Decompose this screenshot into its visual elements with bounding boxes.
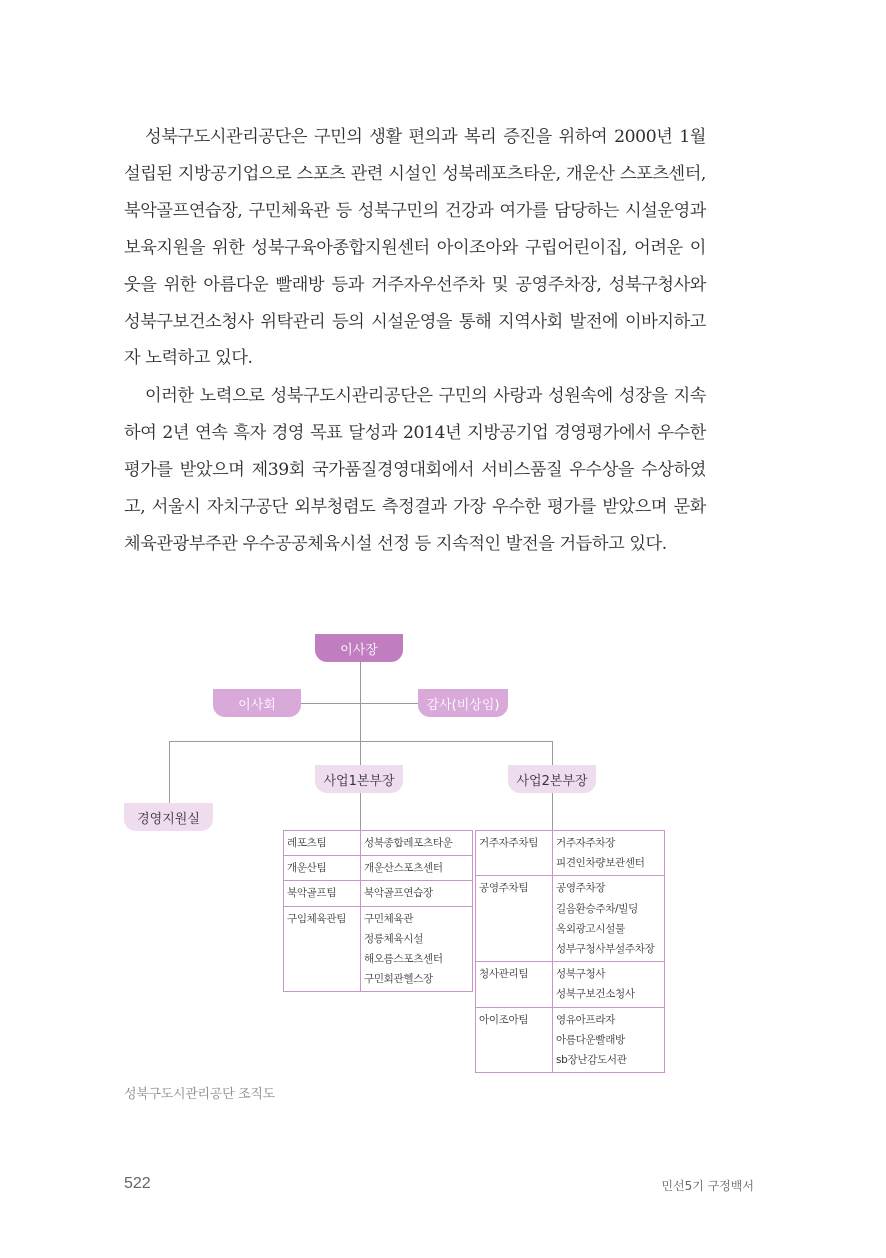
book-title: 민선5기 구정백서 [661,1179,754,1193]
facility-cell [553,962,665,1007]
division2-box: 사업2본부장 [508,765,596,793]
facility-name: 성북구청사 [556,968,606,981]
facility-name: sb장난감도서관 [556,1054,627,1067]
division1-team-table [283,830,473,992]
table-row [284,881,473,906]
team-name: 개운산팀 [284,856,361,881]
team-name: 거주자주차팀 [476,831,553,876]
table-row [476,962,665,1007]
facility-cell [553,831,665,876]
team-name: 청사관리팀 [476,962,553,1007]
connector-line [552,793,553,830]
facility-name: 구민회관헬스장 [364,973,433,986]
facility-name: 아름다운빨래방 [556,1033,625,1046]
facility-cell [361,881,473,906]
team-name: 레포츠팀 [284,831,361,856]
connector-line [169,741,170,803]
table-row [476,876,665,962]
board-box: 이사회 [213,689,301,717]
table-row [284,856,473,881]
management-box: 경영지원실 [124,803,213,831]
division2-team-table [475,830,665,1073]
table-row [476,1007,665,1073]
facility-cell [553,1007,665,1073]
facility-name: 성북구보건소청사 [556,988,635,1001]
connector-line [300,703,418,704]
connector-line [169,741,553,742]
facility-name: 개운산스포츠센터 [364,862,443,875]
facility-name: 성부구청사부설주차장 [556,943,655,956]
connector-line [360,662,361,741]
division1-box: 사업1본부장 [315,765,403,793]
facility-name: 거주자주차장 [556,837,616,849]
figure-caption: 성북구도시관리공단 조직도 [124,1087,275,1102]
connector-line [552,741,553,765]
facility-name: 정릉체육시설 [364,932,424,945]
body-paragraph-2: 이러한 노력으로 성북구도시관리공단은 구민의 사랑과 성원속에 성장을 지속하여 2년 연속 흑자 경영 목표 달성과 2014년 지방공기업 경영평가에서 우수한 평가를 받았으며 제39회 국가품질경영대회에서 서비스품질 우수상을 수상하였고, 서울시 자치구공단 외부청렴도 측정결과 가장 우수한 평가를 받았으며 문화체육관광부주관 우수공공체육시설 선정 등 지속적인 발전을 거듭하고 있다. [124,386,706,554]
facility-name: 옥외광고시설물 [556,922,625,935]
facility-name: 북악골프연습장 [364,887,433,900]
table-row [476,831,665,876]
facility-name: 해오름스포츠센터 [364,953,443,966]
chairman-box: 이사장 [315,634,403,662]
facility-cell [361,856,473,881]
facility-name: 성북종합레포츠타운 [364,837,453,849]
page-number: 522 [124,1175,151,1192]
facility-name: 영유아프라자 [556,1013,616,1026]
table-row [284,906,473,992]
team-name: 공영주차팀 [476,876,553,962]
facility-name: 길음환승주차/빌딩 [556,902,638,915]
facility-name: 공영주차장 [556,882,606,895]
facility-name: 피견인차량보관센터 [556,857,645,870]
team-name: 구임체육관팀 [284,906,361,992]
auditor-box: 감사(비상임) [418,689,508,717]
facility-cell [361,906,473,992]
team-name: 아이조아팀 [476,1007,553,1073]
facility-cell [553,876,665,962]
team-name: 북악골프팀 [284,881,361,906]
body-paragraph-1: 성북구도시관리공단은 구민의 생활 편의과 복리 증진을 위하여 2000년 1월 설립된 지방공기업으로 스포츠 관련 시설인 성북레포츠타운, 개운산 스포츠센터, 북악골프연습장, 구민체육관 등 성북구민의 건강과 여가를 담당하는 시설운영과 보육지원을 위한 성북구육아종합지원센터 아이조아와 구립어린이집, 어려운 이웃을 위한 아름다운 빨래방 등과 거주자우선주차 및 공영주차장, 성북구청사와 성북구보건소청사 위탁관리 등의 시설운영을 통해 지역사회 발전에 이바지하고자 노력하고 있다. [124,127,706,369]
connector-line [360,793,361,830]
facility-name: 구민체육관 [364,912,414,925]
connector-line [360,741,361,765]
facility-cell [361,831,473,856]
table-row [284,831,473,856]
